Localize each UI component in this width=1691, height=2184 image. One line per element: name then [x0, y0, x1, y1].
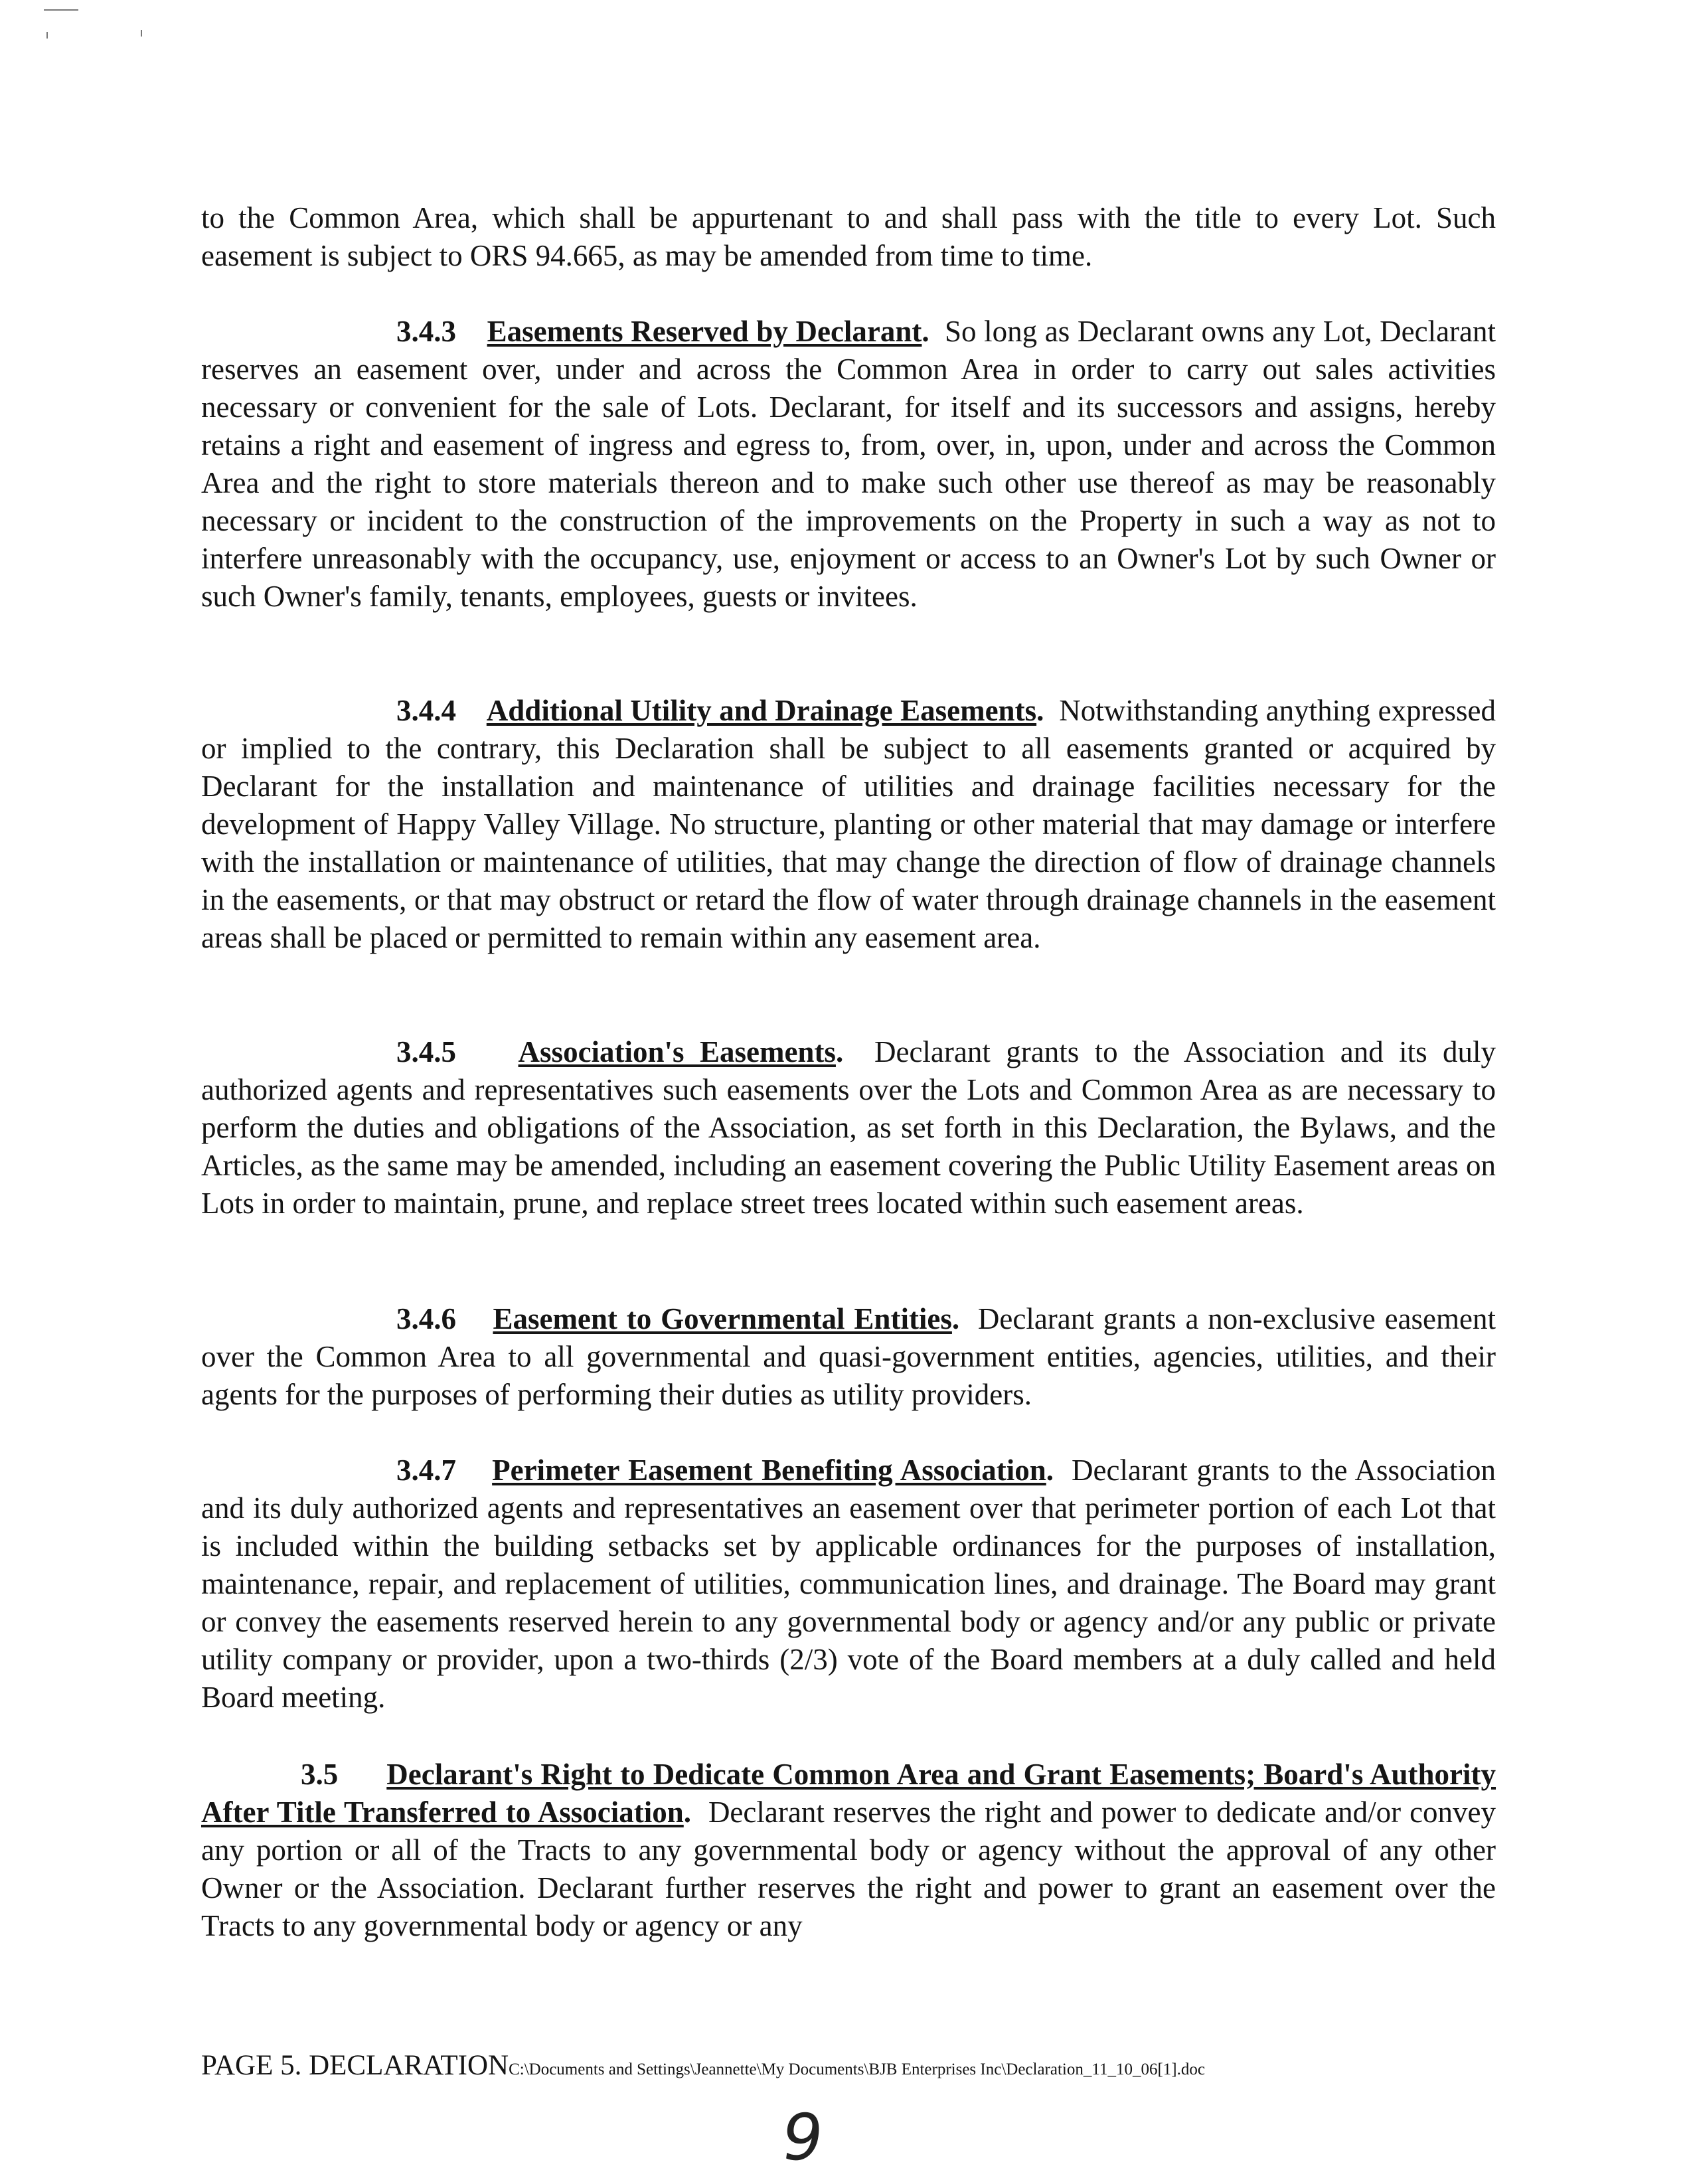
section-body: Declarant grants to the Association and its duly authorized agents and representatives an easement over that perimeter portion of each Lot that is included within the building setbacks set by applicable ordinances for the purposes of installation, maintenance, repair, and replacement of utilities, communication lines, and drainage. The Board may grant or convey the easements reserved herein to any governmental body or agency and/or any public or private utility company or provider, upon a two-thirds (2/3) vote of the Board members at a duly called and held Board meeting.: [201, 1454, 1496, 1714]
section-heading: Easement to Governmental Entities: [493, 1302, 952, 1335]
section-number: 3.4.3: [396, 315, 456, 348]
section-heading: Association's Easements: [518, 1035, 836, 1068]
section-heading: Perimeter Easement Benefiting Association: [492, 1454, 1046, 1487]
section-body: Declarant grants a non-exclusive easement over the Common Area to all governmental and quasi-government entities, agencies, utilities, and their agents for the purposes of performing their duties as utility providers.: [201, 1302, 1496, 1411]
section-3-4-3: 3.4.3 Easements Reserved by Declarant. So long as Declarant owns any Lot, Declarant reserves an easement over, under and across the Common Area in order to carry out sales activities necessary or convenient for the sale of Lots. Declarant, for itself and its successors and assigns, hereby retains a right and easement of ingress and egress to, from, over, in, upon, under and across the Common Area and the right to store materials thereon and to make such other use thereof as may be reasonably necessary or incident to the construction of the improvements on the Property in such a way as not to interfere unreasonably with the occupancy, use, enjoyment or access to an Owner's Lot by such Owner or such Owner's family, tenants, employees, guests or invitees.: [201, 315, 1496, 613]
section-heading: Additional Utility and Drainage Easements: [486, 694, 1037, 727]
section-3-4-7: 3.4.7 Perimeter Easement Benefiting Association. Declarant grants to the Association and its duly authorized agents and representatives an easement over that perimeter portion of each Lot that is included within the building setbacks set by applicable ordinances for the purposes of installation, maintenance, repair, and replacement of utilities, communication lines, and drainage. The Board may grant or convey the easements reserved herein to any governmental body or agency and/or any public or private utility company or provider, upon a two-thirds (2/3) vote of the Board members at a duly called and held Board meeting.: [201, 1454, 1496, 1714]
section-number: 3.5: [301, 1758, 339, 1791]
page-footer: [201, 2049, 1205, 2082]
section-number: 3.4.6: [396, 1302, 456, 1335]
section-heading: Easements Reserved by Declarant: [487, 315, 922, 348]
intro-paragraph: to the Common Area, which shall be appurtenant to and shall pass with the title to every Lot. Such easement is subject to ORS 94.665, as may be amended from time to time.: [201, 201, 1496, 272]
section-body: Notwithstanding anything expressed or implied to the contrary, this Declaration shall be subject to all easements granted or acquired by Declarant for the installation and maintenance of utilities and drainage facilities necessary for the development of Happy Valley Village. No structure, planting or other material that may damage or interfere with the installation or maintenance of utilities, that may change the direction of flow of drainage channels in the easements, or that may obstruct or retard the flow of water through drainage channels in the easement areas shall be placed or permitted to remain within any easement area.: [201, 694, 1496, 954]
scan-artifact-line: [44, 9, 78, 11]
section-number: 3.4.7: [396, 1454, 456, 1487]
section-body: So long as Declarant owns any Lot, Declarant reserves an easement over, under and across the Common Area in order to carry out sales activities necessary or convenient for the sale of Lots. Declarant, for itself and its successors and assigns, hereby retains a right and easement of ingress and egress to, from, over, in, upon, under and across the Common Area and the right to store materials thereon and to make such other use thereof as may be reasonably necessary or incident to the construction of the improvements on the Property in such a way as not to interfere unreasonably with the occupancy, use, enjoyment or access to an Owner's Lot by such Owner or such Owner's family, tenants, employees, guests or invitees.: [201, 315, 1496, 613]
section-3-4-6: 3.4.6 Easement to Governmental Entities. Declarant grants a non-exclusive easement over the Common Area to all governmental and quasi-government entities, agencies, utilities, and their agents for the purposes of performing their duties as utility providers.: [201, 1302, 1496, 1411]
section-body: Declarant reserves the right and power to dedicate and/or convey any portion or all of the Tracts to any governmental body or agency without the approval of any other Owner or the Association. Declarant further reserves the right and power to grant an easement over the Tracts to any governmental body or agency or any: [201, 1796, 1496, 1942]
scan-artifact-dot: [46, 32, 48, 39]
scan-artifact-dot: [141, 30, 142, 37]
footer-label: PAGE 5. DECLARATION: [201, 2050, 509, 2081]
section-body: Declarant grants to the Association and its duly authorized agents and representatives such easements over the Lots and Common Area as are necessary to perform the duties and obligations of the Association, as set forth in this Declaration, the Bylaws, and the Articles, as the same may be amended, including an easement covering the Public Utility Easement areas on Lots in order to maintain, prune, and replace street trees located within such easement areas.: [201, 1035, 1496, 1220]
section-number: 3.4.4: [396, 694, 456, 727]
section-3-4-4: 3.4.4 Additional Utility and Drainage Easements. Notwithstanding anything expressed or implied to the contrary, this Declaration shall be subject to all easements granted or acquired by Declarant for the installation and maintenance of utilities and drainage facilities necessary for the development of Happy Valley Village. No structure, planting or other material that may damage or interfere with the installation or maintenance of utilities, that may change the direction of flow of drainage channels in the easements, or that may obstruct or retard the flow of water through drainage channels in the easement areas shall be placed or permitted to remain within any easement area.: [201, 694, 1496, 954]
section-3-5: 3.5 Declarant's Right to Dedicate Common Area and Grant Easements; Board's Authority After Title Transferred to Association. Declarant reserves the right and power to dedicate and/or convey any portion or all of the Tracts to any governmental body or agency without the approval of any other Owner or the Association. Declarant further reserves the right and power to grant an easement over the Tracts to any governmental body or agency or any: [201, 1758, 1496, 1942]
handwritten-page-number: 9: [777, 2100, 828, 2175]
intro-paragraph-block: [201, 199, 1496, 275]
footer-file-path: C:\Documents and Settings\Jeannette\My Documents\BJB Enterprises Inc\Declaration_11_10_06[1].doc: [509, 2060, 1205, 2078]
section-3-4-5: 3.4.5 Association's Easements. Declarant grants to the Association and its duly authorized agents and representatives such easements over the Lots and Common Area as are necessary to perform the duties and obligations of the Association, as set forth in this Declaration, the Bylaws, and the Articles, as the same may be amended, including an easement covering the Public Utility Easement areas on Lots in order to maintain, prune, and replace street trees located within such easement areas.: [201, 1035, 1496, 1220]
section-heading: Declarant's Right to Dedicate Common Area and Grant Easements; Board's Authority After Title Transferred to Association: [201, 1758, 1496, 1829]
section-number: 3.4.5: [396, 1035, 456, 1068]
